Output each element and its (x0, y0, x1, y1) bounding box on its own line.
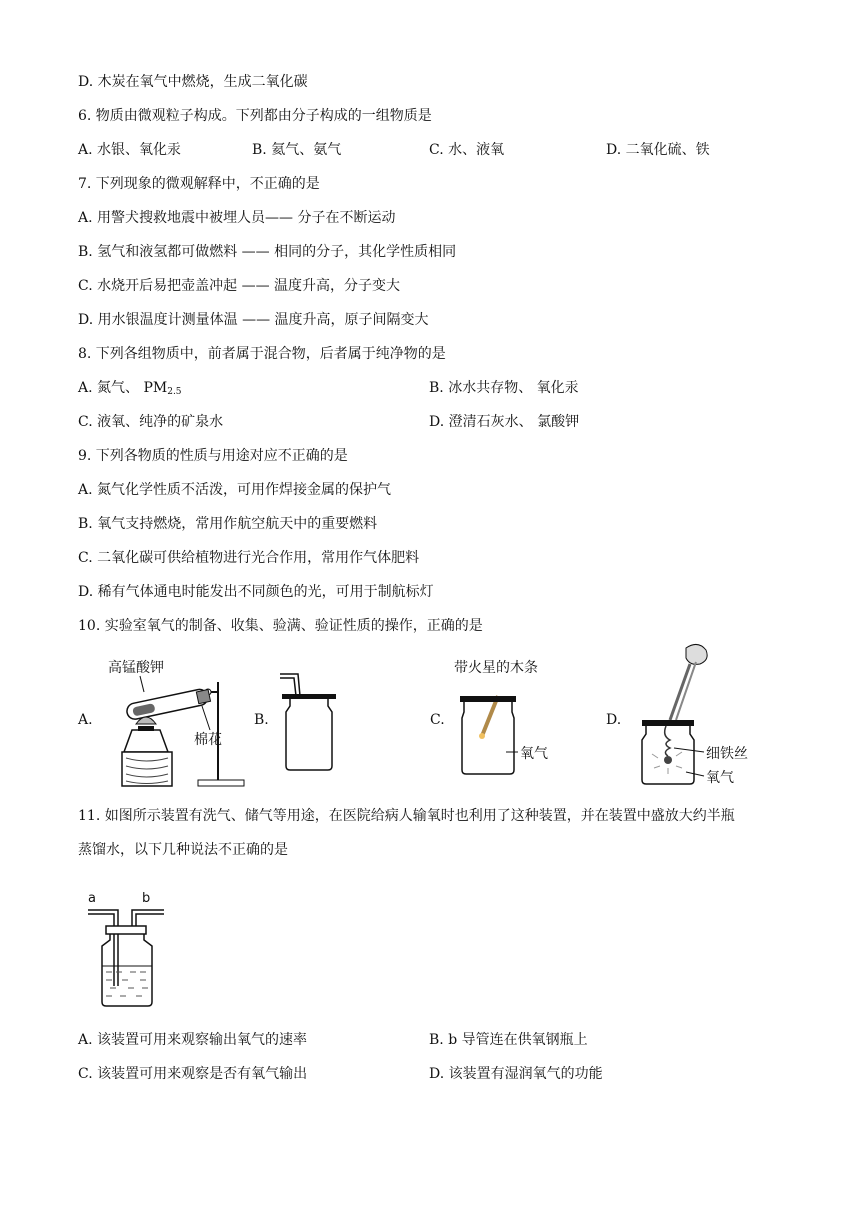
q10-figure-c (446, 652, 586, 780)
q11-option-a: A. 该装置可用来观察输出氧气的速率 (78, 1032, 308, 1048)
q8-option-b: B. 冰水共存物、 氧化汞 (429, 380, 579, 396)
q11-fig-label-b: b (142, 891, 151, 906)
q8-stem: 8. 下列各组物质中，前者属于混合物，后者属于纯净物的是 (78, 346, 446, 362)
q10-fig-d-label-wire: 细铁丝 (706, 746, 748, 762)
q10-figure-b (274, 666, 344, 776)
q6-option-a: A. 水银、氧化汞 (78, 142, 182, 158)
q8-options-row1 (78, 378, 800, 398)
q8-option-a-subscript: 2.5 (167, 387, 182, 397)
q8-option-c: C. 液氧、纯净的矿泉水 (78, 414, 224, 430)
q6-stem: 6. 物质由微观粒子构成。下列都由分子构成的一组物质是 (78, 108, 432, 124)
q10-label-d: D. (606, 712, 622, 728)
q9-option-b: B. 氧气支持燃烧，常用作航空航天中的重要燃料 (78, 516, 378, 532)
q10-fig-a-label-cotton: 棉花 (194, 732, 222, 748)
q11-options-row2 (78, 1064, 800, 1084)
q11-option-d: D. 该装置有湿润氧气的功能 (429, 1066, 603, 1082)
q9-option-c: C. 二氧化碳可供给植物进行光合作用，常用作气体肥料 (78, 550, 420, 566)
q9-stem: 9. 下列各物质的性质与用途对应不正确的是 (78, 448, 348, 464)
q10-fig-d-label-oxygen: 氧气 (706, 770, 734, 786)
q10-label-b: B. (254, 712, 269, 728)
q10-stem: 10. 实验室氧气的制备、收集、验满、验证性质的操作，正确的是 (78, 618, 483, 634)
q10-label-a: A. (78, 712, 93, 728)
q11-option-b: B. b 导管连在供氧钢瓶上 (429, 1032, 588, 1048)
q7-option-b: B. 氢气和液氢都可做燃料 —— 相同的分子，其化学性质相同 (78, 244, 457, 260)
q11-stem-line2: 蒸馏水，以下几种说法不正确的是 (78, 842, 288, 858)
q6-options (78, 140, 800, 160)
q8-option-a (78, 378, 182, 402)
q11-fig-label-a: a (88, 891, 96, 906)
q5-option-d: D. 木炭在氧气中燃烧，生成二氧化碳 (78, 74, 308, 90)
q6-option-d: D. 二氧化硫、铁 (606, 142, 710, 158)
q11-option-c: C. 该装置可用来观察是否有氧气输出 (78, 1066, 308, 1082)
q8-option-d: D. 澄清石灰水、 氯酸钾 (429, 414, 580, 430)
q10-fig-c-label-oxygen: 氧气 (520, 746, 548, 762)
q10-fig-a-label-kmno4: 高锰酸钾 (108, 660, 164, 676)
q11-figure-washing-bottle (84, 886, 174, 1010)
q6-option-b: B. 氦气、氨气 (252, 142, 342, 158)
q10-figure-d (626, 640, 776, 790)
q7-option-a: A. 用警犬搜救地震中被埋人员—— 分子在不断运动 (78, 210, 396, 226)
q7-option-d: D. 用水银温度计测量体温 —— 温度升高，原子间隔变大 (78, 312, 429, 328)
q10-fig-c-label-splint: 带火星的木条 (454, 660, 538, 676)
q11-options-row1 (78, 1030, 800, 1050)
q8-option-a-text: A. 氮气、 PM (78, 380, 168, 396)
q7-option-c: C. 水烧开后易把壶盖冲起 —— 温度升高，分子变大 (78, 278, 401, 294)
q8-options-row2 (78, 412, 800, 432)
q11-stem-line1: 11. 如图所示装置有洗气、储气等用途，在医院给病人输氧时也利用了这种装置，并在装置中盛放大约半瓶 (78, 808, 735, 824)
q10-label-c: C. (430, 712, 445, 728)
q6-option-c: C. 水、液氧 (429, 142, 505, 158)
q9-option-d: D. 稀有气体通电时能发出不同颜色的光，可用于制航标灯 (78, 584, 434, 600)
q9-option-a: A. 氮气化学性质不活泼，可用作焊接金属的保护气 (78, 482, 392, 498)
q10-figure-a (98, 652, 248, 792)
q7-stem: 7. 下列现象的微观解释中，不正确的是 (78, 176, 320, 192)
